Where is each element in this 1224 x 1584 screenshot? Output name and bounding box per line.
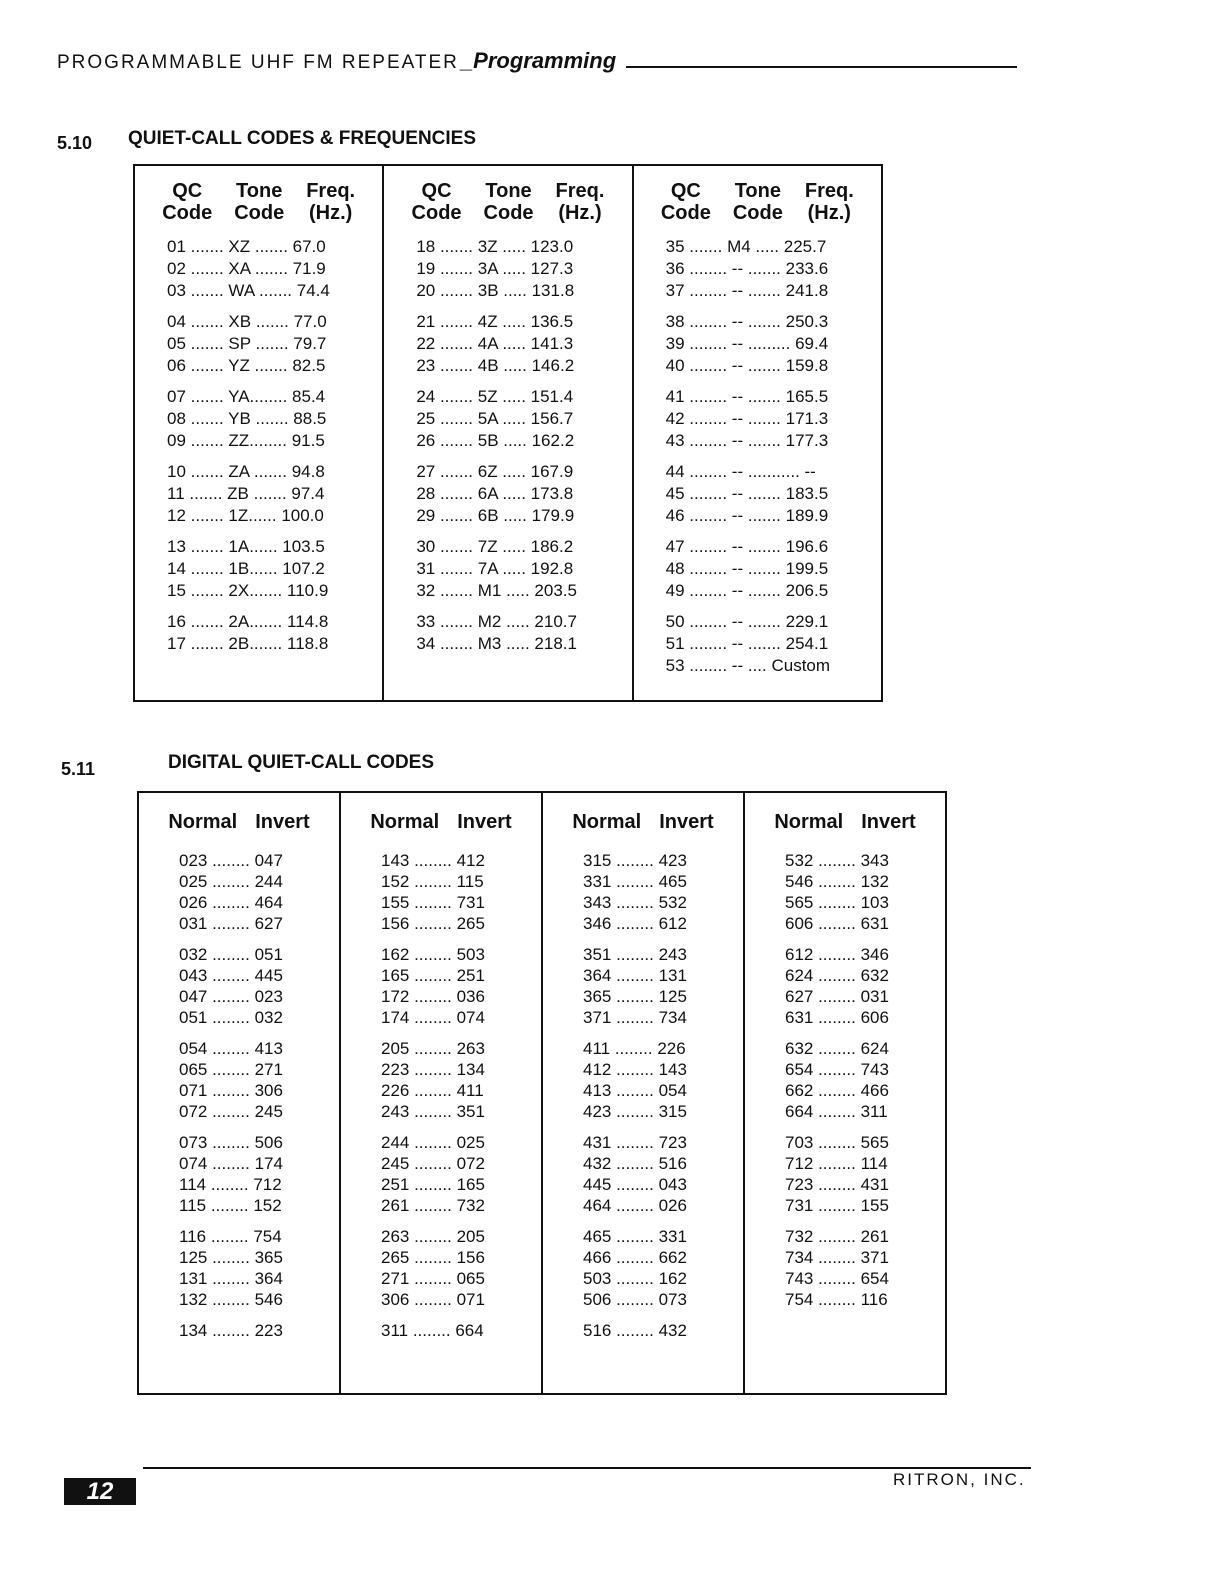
dqc-row: 051 ........ 032 <box>179 1008 283 1027</box>
dqc-group <box>745 944 945 1028</box>
dqc-row: 315 ........ 423 <box>583 851 687 870</box>
dqc-row: 465 ........ 331 <box>583 1227 687 1246</box>
qc-header-line: QC <box>172 180 203 202</box>
dqc-row: 032 ........ 051 <box>179 945 283 964</box>
qc-row: 49 ........ -- ....... 206.5 <box>665 581 829 600</box>
dqc-row: 054 ........ 413 <box>179 1039 283 1058</box>
qc-row: 23 ....... 4B ..... 146.2 <box>416 356 575 375</box>
qc-row: 19 ....... 3A ..... 127.3 <box>416 259 574 278</box>
qc-row: 06 ....... YZ ....... 82.5 <box>167 356 326 375</box>
dqc-row: 371 ........ 734 <box>583 1008 687 1027</box>
dqc-row: 546 ........ 132 <box>785 872 889 891</box>
footer-rule <box>143 1467 1031 1469</box>
qc-row: 50 ........ -- ....... 229.1 <box>665 612 829 631</box>
dqc-row: 271 ........ 065 <box>381 1269 485 1288</box>
header-section: _Programming <box>460 48 617 73</box>
dqc-row: 165 ........ 251 <box>381 966 485 985</box>
qc-group <box>634 611 881 677</box>
qc-row: 16 ....... 2A....... 114.8 <box>167 612 329 631</box>
header-title: PROGRAMMABLE UHF FM REPEATER <box>57 52 459 73</box>
qc-row: 39 ........ -- ......... 69.4 <box>665 334 829 353</box>
dqc-header-normal: Normal <box>572 811 642 833</box>
dqc-row: 532 ........ 343 <box>785 851 889 870</box>
dqc-header-normal: Normal <box>370 811 440 833</box>
qc-row: 14 ....... 1B...... 107.2 <box>167 559 325 578</box>
qc-row: 03 ....... WA ....... 74.4 <box>167 281 330 300</box>
dqc-row: 364 ........ 131 <box>583 966 687 985</box>
dqc-row: 251 ........ 165 <box>381 1175 485 1194</box>
dqc-group <box>139 1038 339 1122</box>
qc-row: 15 ....... 2X....... 110.9 <box>167 581 329 600</box>
qc-header-qc-code <box>162 180 212 224</box>
dqc-column <box>339 793 541 1393</box>
qc-group <box>634 311 881 377</box>
dqc-group <box>139 850 339 934</box>
qc-header-line: QC <box>670 180 701 202</box>
dqc-row: 245 ........ 072 <box>381 1154 485 1173</box>
qc-row: 25 ....... 5A ..... 156.7 <box>416 409 574 428</box>
dqc-row: 265 ........ 156 <box>381 1248 485 1267</box>
qc-row: 09 ....... ZZ........ 91.5 <box>167 431 325 450</box>
qc-row: 08 ....... YB ....... 88.5 <box>167 409 327 428</box>
dqc-row: 311 ........ 664 <box>381 1321 484 1340</box>
dqc-row: 071 ........ 306 <box>179 1081 283 1100</box>
dqc-row: 351 ........ 243 <box>583 945 687 964</box>
qc-row: 35 ....... M4 ..... 225.7 <box>665 237 827 256</box>
qc-header-qc-code <box>412 180 462 224</box>
dqc-row: 346 ........ 612 <box>583 914 687 933</box>
dqc-row: 132 ........ 546 <box>179 1290 283 1309</box>
qc-group <box>135 461 382 527</box>
qc-header-line: Freq. <box>804 180 854 202</box>
dqc-group <box>139 1226 339 1310</box>
dqc-row: 047 ........ 023 <box>179 987 283 1006</box>
dqc-group <box>139 1132 339 1216</box>
dqc-group <box>745 1226 945 1310</box>
qc-row: 47 ........ -- ....... 196.6 <box>665 537 829 556</box>
qc-header-line: Code <box>162 202 213 224</box>
dqc-row: 115 ........ 152 <box>179 1196 282 1215</box>
dqc-row: 155 ........ 731 <box>381 893 485 912</box>
qc-group <box>634 236 881 302</box>
qc-row: 18 ....... 3Z ..... 123.0 <box>416 237 574 256</box>
dqc-row: 743 ........ 654 <box>785 1269 889 1288</box>
page-header <box>57 40 1017 74</box>
qc-row: 10 ....... ZA ....... 94.8 <box>167 462 325 481</box>
qc-header-line: Freq. <box>555 180 605 202</box>
qc-header-line: (Hz.) <box>308 202 353 224</box>
dqc-row: 734 ........ 371 <box>785 1248 889 1267</box>
dqc-row: 662 ........ 466 <box>785 1081 889 1100</box>
dqc-row: 072 ........ 245 <box>179 1102 283 1121</box>
qc-header-tone-code <box>733 180 783 224</box>
dqc-row: 131 ........ 364 <box>179 1269 283 1288</box>
dqc-column-header <box>745 811 945 834</box>
dqc-row: 172 ........ 036 <box>381 987 485 1006</box>
digital-quiet-call-table <box>137 791 947 1395</box>
dqc-row: 723 ........ 431 <box>785 1175 889 1194</box>
qc-group <box>135 386 382 452</box>
qc-header-line: Code <box>234 202 285 224</box>
section-510-number: 5.10 <box>57 133 93 153</box>
dqc-row: 432 ........ 516 <box>583 1154 687 1173</box>
dqc-group <box>543 850 743 934</box>
dqc-row: 026 ........ 464 <box>179 893 283 912</box>
qc-row: 20 ....... 3B ..... 131.8 <box>416 281 575 300</box>
header-rule <box>626 66 1017 68</box>
dqc-row: 074 ........ 174 <box>179 1154 283 1173</box>
qc-header-freq <box>306 180 355 224</box>
dqc-group <box>341 1132 541 1216</box>
quiet-call-table <box>133 164 883 702</box>
qc-group <box>634 536 881 602</box>
qc-row: 48 ........ -- ....... 199.5 <box>665 559 829 578</box>
dqc-group <box>543 1226 743 1310</box>
dqc-row: 516 ........ 432 <box>583 1321 687 1340</box>
dqc-row: 331 ........ 465 <box>583 872 687 891</box>
dqc-row: 606 ........ 631 <box>785 914 889 933</box>
dqc-header-invert: Invert <box>255 811 310 833</box>
dqc-group <box>745 1038 945 1122</box>
dqc-group <box>341 1038 541 1122</box>
qc-header-line: (Hz.) <box>807 202 851 224</box>
dqc-row: 025 ........ 244 <box>179 872 283 891</box>
dqc-group <box>745 850 945 934</box>
dqc-row: 162 ........ 503 <box>381 945 485 964</box>
qc-group <box>135 311 382 377</box>
qc-row: 13 ....... 1A...... 103.5 <box>167 537 325 556</box>
dqc-row: 612 ........ 346 <box>785 945 889 964</box>
dqc-row: 263 ........ 205 <box>381 1227 485 1246</box>
qc-row: 21 ....... 4Z ..... 136.5 <box>416 312 574 331</box>
qc-row: 34 ....... M3 ..... 218.1 <box>416 634 577 653</box>
dqc-header-invert: Invert <box>457 811 512 833</box>
qc-row: 32 ....... M1 ..... 203.5 <box>416 581 577 600</box>
dqc-row: 565 ........ 103 <box>785 893 889 912</box>
dqc-column-header <box>341 811 541 834</box>
qc-group <box>384 386 631 452</box>
dqc-row: 226 ........ 411 <box>381 1081 484 1100</box>
qc-column-header <box>384 180 631 224</box>
qc-header-line: Tone <box>485 180 532 202</box>
dqc-row: 754 ........ 116 <box>785 1290 888 1309</box>
dqc-column <box>541 793 743 1393</box>
qc-group <box>384 461 631 527</box>
qc-row: 05 ....... SP ....... 79.7 <box>167 334 327 353</box>
dqc-group <box>341 850 541 934</box>
dqc-row: 503 ........ 162 <box>583 1269 687 1288</box>
qc-row: 31 ....... 7A ..... 192.8 <box>416 559 574 578</box>
dqc-row: 624 ........ 632 <box>785 966 889 985</box>
dqc-row: 116 ........ 754 <box>179 1227 282 1246</box>
qc-column-header <box>634 180 881 224</box>
dqc-row: 466 ........ 662 <box>583 1248 687 1267</box>
dqc-row: 365 ........ 125 <box>583 987 687 1006</box>
qc-row: 46 ........ -- ....... 189.9 <box>665 506 829 525</box>
dqc-group <box>139 944 339 1028</box>
qc-row: 37 ........ -- ....... 241.8 <box>665 281 829 300</box>
dqc-group <box>543 1132 743 1216</box>
dqc-row: 134 ........ 223 <box>179 1321 283 1340</box>
qc-row: 36 ........ -- ....... 233.6 <box>665 259 829 278</box>
qc-group <box>384 536 631 602</box>
qc-group <box>135 611 382 655</box>
dqc-column <box>743 793 945 1393</box>
qc-row: 04 ....... XB ....... 77.0 <box>167 312 327 331</box>
qc-row: 29 ....... 6B ..... 179.9 <box>416 506 575 525</box>
dqc-row: 143 ........ 412 <box>381 851 485 870</box>
qc-row: 11 ....... ZB ....... 97.4 <box>167 484 325 503</box>
dqc-row: 023 ........ 047 <box>179 851 283 870</box>
qc-group <box>384 311 631 377</box>
dqc-group <box>341 1320 541 1341</box>
qc-header-line: Freq. <box>306 180 356 202</box>
qc-row: 27 ....... 6Z ..... 167.9 <box>416 462 574 481</box>
company-name: RITRON, INC. <box>893 1470 1026 1489</box>
dqc-row: 464 ........ 026 <box>583 1196 687 1215</box>
qc-header-line: (Hz.) <box>558 202 602 224</box>
qc-row: 42 ........ -- ....... 171.3 <box>665 409 829 428</box>
qc-header-freq <box>805 180 854 224</box>
dqc-row: 156 ........ 265 <box>381 914 485 933</box>
dqc-row: 627 ........ 031 <box>785 987 889 1006</box>
qc-column-header <box>135 180 382 224</box>
section-511-number: 5.11 <box>61 759 96 779</box>
qc-row: 33 ....... M2 ..... 210.7 <box>416 612 577 631</box>
qc-row: 02 ....... XA ....... 71.9 <box>167 259 326 278</box>
dqc-header-invert: Invert <box>659 811 714 833</box>
qc-header-line: Tone <box>734 180 781 202</box>
qc-group <box>135 536 382 602</box>
qc-row: 30 ....... 7Z ..... 186.2 <box>416 537 574 556</box>
qc-row: 53 ........ -- .... Custom <box>665 656 831 675</box>
dqc-row: 431 ........ 723 <box>583 1133 687 1152</box>
dqc-group <box>543 1320 743 1341</box>
qc-header-freq <box>556 180 605 224</box>
qc-group <box>634 461 881 527</box>
qc-row: 43 ........ -- ....... 177.3 <box>665 431 829 450</box>
dqc-group <box>341 944 541 1028</box>
dqc-group <box>543 1038 743 1122</box>
qc-row: 40 ........ -- ....... 159.8 <box>665 356 829 375</box>
dqc-row: 243 ........ 351 <box>381 1102 485 1121</box>
qc-header-tone-code <box>234 180 284 224</box>
qc-row: 22 ....... 4A ..... 141.3 <box>416 334 574 353</box>
dqc-row: 412 ........ 143 <box>583 1060 687 1079</box>
qc-row: 38 ........ -- ....... 250.3 <box>665 312 829 331</box>
qc-row: 01 ....... XZ ....... 67.0 <box>167 237 326 256</box>
dqc-row: 306 ........ 071 <box>381 1290 485 1309</box>
dqc-row: 732 ........ 261 <box>785 1227 889 1246</box>
dqc-group <box>543 944 743 1028</box>
qc-header-line: Code <box>732 202 783 224</box>
dqc-row: 413 ........ 054 <box>583 1081 687 1100</box>
dqc-row: 654 ........ 743 <box>785 1060 889 1079</box>
qc-column <box>382 166 631 700</box>
qc-header-line: QC <box>421 180 452 202</box>
dqc-row: 152 ........ 115 <box>381 872 484 891</box>
dqc-row: 664 ........ 311 <box>785 1102 888 1121</box>
dqc-group <box>745 1132 945 1216</box>
dqc-column-header <box>543 811 743 834</box>
qc-row: 51 ........ -- ....... 254.1 <box>665 634 829 653</box>
dqc-row: 073 ........ 506 <box>179 1133 283 1152</box>
dqc-row: 244 ........ 025 <box>381 1133 485 1152</box>
dqc-row: 343 ........ 532 <box>583 893 687 912</box>
qc-row: 24 ....... 5Z ..... 151.4 <box>416 387 574 406</box>
dqc-row: 631 ........ 606 <box>785 1008 889 1027</box>
qc-row: 17 ....... 2B....... 118.8 <box>167 634 329 653</box>
dqc-header-invert: Invert <box>861 811 916 833</box>
qc-row: 41 ........ -- ....... 165.5 <box>665 387 829 406</box>
dqc-row: 125 ........ 365 <box>179 1248 283 1267</box>
dqc-row: 261 ........ 732 <box>381 1196 485 1215</box>
qc-header-line: Tone <box>236 180 283 202</box>
dqc-column <box>139 793 339 1393</box>
dqc-row: 065 ........ 271 <box>179 1060 283 1079</box>
qc-row: 45 ........ -- ....... 183.5 <box>665 484 829 503</box>
qc-header-tone-code <box>484 180 534 224</box>
dqc-row: 411 ........ 226 <box>583 1039 686 1058</box>
qc-row: 12 ....... 1Z...... 100.0 <box>167 506 324 525</box>
qc-row: 07 ....... YA........ 85.4 <box>167 387 326 406</box>
page-number: 12 <box>64 1478 136 1505</box>
dqc-row: 223 ........ 134 <box>381 1060 485 1079</box>
qc-column <box>632 166 881 700</box>
qc-header-qc-code <box>661 180 711 224</box>
dqc-row: 632 ........ 624 <box>785 1039 889 1058</box>
dqc-header-normal: Normal <box>774 811 844 833</box>
dqc-row: 703 ........ 565 <box>785 1133 889 1152</box>
dqc-row: 174 ........ 074 <box>381 1008 485 1027</box>
dqc-group <box>341 1226 541 1310</box>
dqc-header-normal: Normal <box>168 811 238 833</box>
qc-row: 28 ....... 6A ..... 173.8 <box>416 484 574 503</box>
qc-row: 26 ....... 5B ..... 162.2 <box>416 431 575 450</box>
qc-group <box>135 236 382 302</box>
qc-group <box>634 386 881 452</box>
dqc-row: 712 ........ 114 <box>785 1154 888 1173</box>
qc-column <box>135 166 382 700</box>
dqc-column-header <box>139 811 339 834</box>
section-510-title: QUIET-CALL CODES & FREQUENCIES <box>128 128 477 149</box>
qc-header-line: Code <box>660 202 711 224</box>
dqc-row: 506 ........ 073 <box>583 1290 687 1309</box>
qc-header-line: Code <box>411 202 462 224</box>
dqc-row: 114 ........ 712 <box>179 1175 282 1194</box>
dqc-row: 731 ........ 155 <box>785 1196 889 1215</box>
dqc-row: 031 ........ 627 <box>179 914 283 933</box>
dqc-row: 205 ........ 263 <box>381 1039 485 1058</box>
dqc-row: 445 ........ 043 <box>583 1175 687 1194</box>
section-511-title: DIGITAL QUIET-CALL CODES <box>168 752 435 773</box>
dqc-row: 423 ........ 315 <box>583 1102 687 1121</box>
dqc-group <box>139 1320 339 1341</box>
qc-header-line: Code <box>483 202 534 224</box>
qc-group <box>384 236 631 302</box>
qc-row: 44 ........ -- ........... -- <box>665 462 816 481</box>
qc-group <box>384 611 631 655</box>
dqc-row: 043 ........ 445 <box>179 966 283 985</box>
